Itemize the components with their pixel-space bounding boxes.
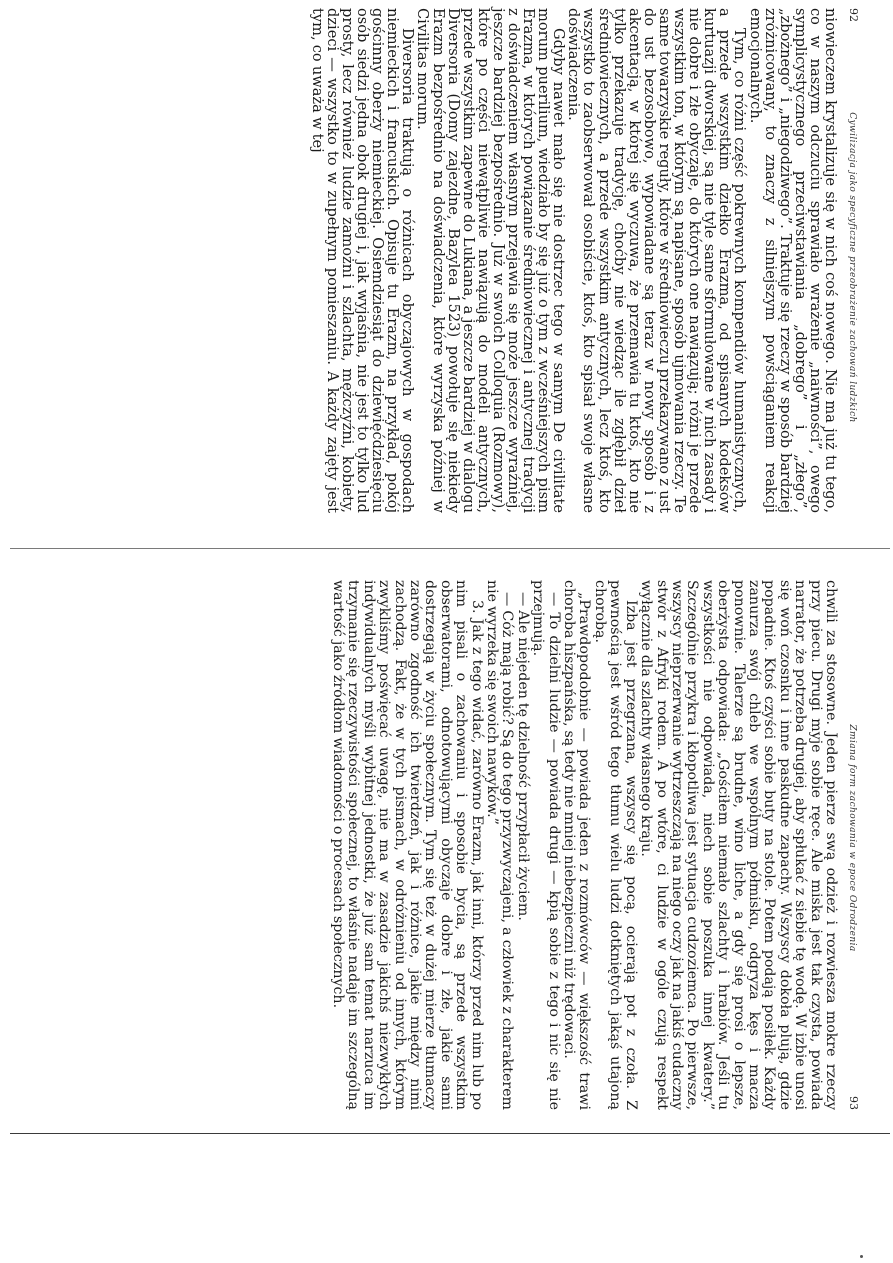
paragraph: Izba jest przegrzana, wszyscy się pocą, ocierają pot z czoła. Z pewnością jest wśród tego tłumu wielu ludzi dotkniętych jakąś utajoną chorobą. (591, 580, 639, 1110)
running-head-title: Zmiana form zachowania w epoce Odrodzenia (847, 724, 857, 952)
paragraph: Tym, co różni część pokrewnych kompendiów humanistycznych, a przede wszystkim dziełko Erazma, od spisanych kodeksów kurtuazji dworskiej, są nie tyle same sformułowane w nich zasady i nie dobre i złe obyczaje, do których one nawiązują; różni je przede wszystkim ton, w którym są napisane, sposób ujmowania rzeczy. Te same towarzyskie reguły, które w średniowieczu przekazywano z ust do ust bezosobowo, wypowiadane są teraz w nowy sposób i z akcentacją, w której się wyczuwa, że przemawia tu ktoś, kto nie tylko przekazuje tradycję, choćby nie wiedząc ile zgłębił dzieł średniowiecznych, a przede wszystkim antycznych, lecz ktoś, kto wszystko to zaobserwował osobiście, ktoś, kto spisał swoje własne doświadczenia. (565, 8, 749, 513)
paragraph: niowieczem krystalizuje się w nich coś nowego. Nie ma już tu tego, co w naszym odczuciu sprawiało wrażenie „naiwności”, owego symplicystycznego przeciwstawiania „dobrego” i „złego”, „zbożnego” i „niegodziwego”. Traktuje się rzeczy w sposób bardziej zróżnicowany, to znaczy z silniejszym powściąganiem reakcji emocjonalnych. (746, 8, 839, 513)
page-bottom-edge (10, 1133, 890, 1134)
scan-speck (860, 1255, 863, 1258)
book-page-93 (170, 580, 860, 1110)
paragraph: — To dzielni ludzie — powiada drugi — kpią sobie z tego i nic się nie przejmują. (530, 580, 562, 1110)
page-number: 93 (847, 1095, 860, 1110)
paragraph: chwili za stosowne. Jeden pierze swą odzież i rozwiesza mokre rzeczy przy piecu. Drugi myje sobie ręce. Ale miska jest tak czysta, powiada narrator, że potrzeba drugiej, aby spłukać z siebie tę wodę. W izbie unosi się woń czosnku i inne paskudne zapachy. Wszyscy dokoła plują, gdzie popadnie. Ktoś czyści sobie buty na stole. Potem podają posiłek. Każdy zanurza swój chleb we wspólnym półmisku, odgryza kęs i macza ponownie. Talerze są brudne, wino liche, a gdy się prosi o lepsze, oberżysta odpowiada: „Gościłem niemało szlachty i hrabiów. Jeśli tu wszystkości nie odpowiada, niech sobie poszuka innej kwatery.” Szczególnie przykra i kłopotliwa jest sytuacja cudzoziemca. Po pierwsze, wszyscy nieprzerwanie wytrzeszczają na niego oczy jak na jakiś cudaczny stwór z Afryki rodem. A po wtóre, ci ludzie w ogóle czują respekt wyłącznie dla szlachty własnego kraju. (638, 580, 839, 1110)
paragraph: Diversoria traktują o różnicach obyczajowych w gospodach niemieckich i francuskich. Opisuje tu Erazm, na przykład, pokój gościnny oberży niemieckiej. Osiemdziesiąt do dziewięćdziesięciu osób siedzi jedna obok drugiej i, jak wyjaśnia, nie jest to tylko lud prosty, lecz również ludzie zamożni i szlachta, mężczyźni, kobiety, dzieci — wszystko to w zupełnym pomieszaniu. A każdy zajęty jest tym, co uważa w tej (308, 8, 417, 513)
paragraph: — Cóż mają robić? Są do tego przyzwyczajeni, a człowiek z charakterem nie wyrzeka się swoich nawyków.” (484, 580, 516, 1110)
paragraph: Gdyby nawet mało się nie dostrzec tego w samym De civilitate morum puerilium, wiedziało by się już o tym z wcześniejszych pism Erazma, w których powiązanie średniowiecznej i antycznej tradycji z doświadczeniem własnym przejawia się może jeszcze wyraźniej, jeszcze bardziej bezpośrednio. Już w swoich Colloquia (Rozmowy), które po części niewątpliwie nawiązują do modeli antycznych, przede wszystkim zapewne do Lukiana, a jeszcze bardziej w dialogu Diversoria (Domy zajezdne, Bazylea 1523) powołuje się niekiedy Erazm bezpośrednio na doświadczenia, które wyrzyska później w Civilitas morum. (414, 8, 568, 513)
paragraph: 3. Jak z tego widać, zarówno Erazm, jak inni, którzy przed nim lub po nim pisali o zachowaniu i sposobie bycia, są przede wszystkim obserwatorami, odnotowującymi obyczaje dobre i złe, jakie sami dostrzegają w życiu społecznym. Tym się też w dużej mierze tłumaczy zarówno zgodność ich twierdzeń, jak i różnice, jakie między nimi zachodzą. Fakt, że w tych pismach, w odróżnieniu od innych, którym zwykliśmy poświęcać uwagę, nie ma w zasadzie jakichś niezwykłych indywidualnych myśli wybitnej jednostki, że już sam temat narzuca im trzymanie się rzeczywistości społecznej, to właśnie nadaje im szczególną wartość jako źródłom wiadomości o procesach społecznych. (330, 580, 485, 1110)
running-head-title: Cywilizacja jako specyficzne przeobrażenie zachowań ludzkich (847, 112, 857, 423)
page-divider (10, 548, 890, 549)
paragraph: — Ale niejeden tę dzielność przypłacił życiem. (514, 592, 531, 921)
page-body (330, 580, 838, 1110)
page-number: 92 (847, 8, 860, 22)
running-header (844, 8, 860, 513)
page-body (310, 8, 838, 513)
running-header (844, 580, 860, 1110)
paragraph: „Prawdopodobnie — powiada jeden z rozmówców — większość trawi choroba hiszpańska, są tedy nie mniej niebezpieczni niż trędowaci. (561, 580, 593, 1110)
book-page-92 (210, 8, 860, 513)
